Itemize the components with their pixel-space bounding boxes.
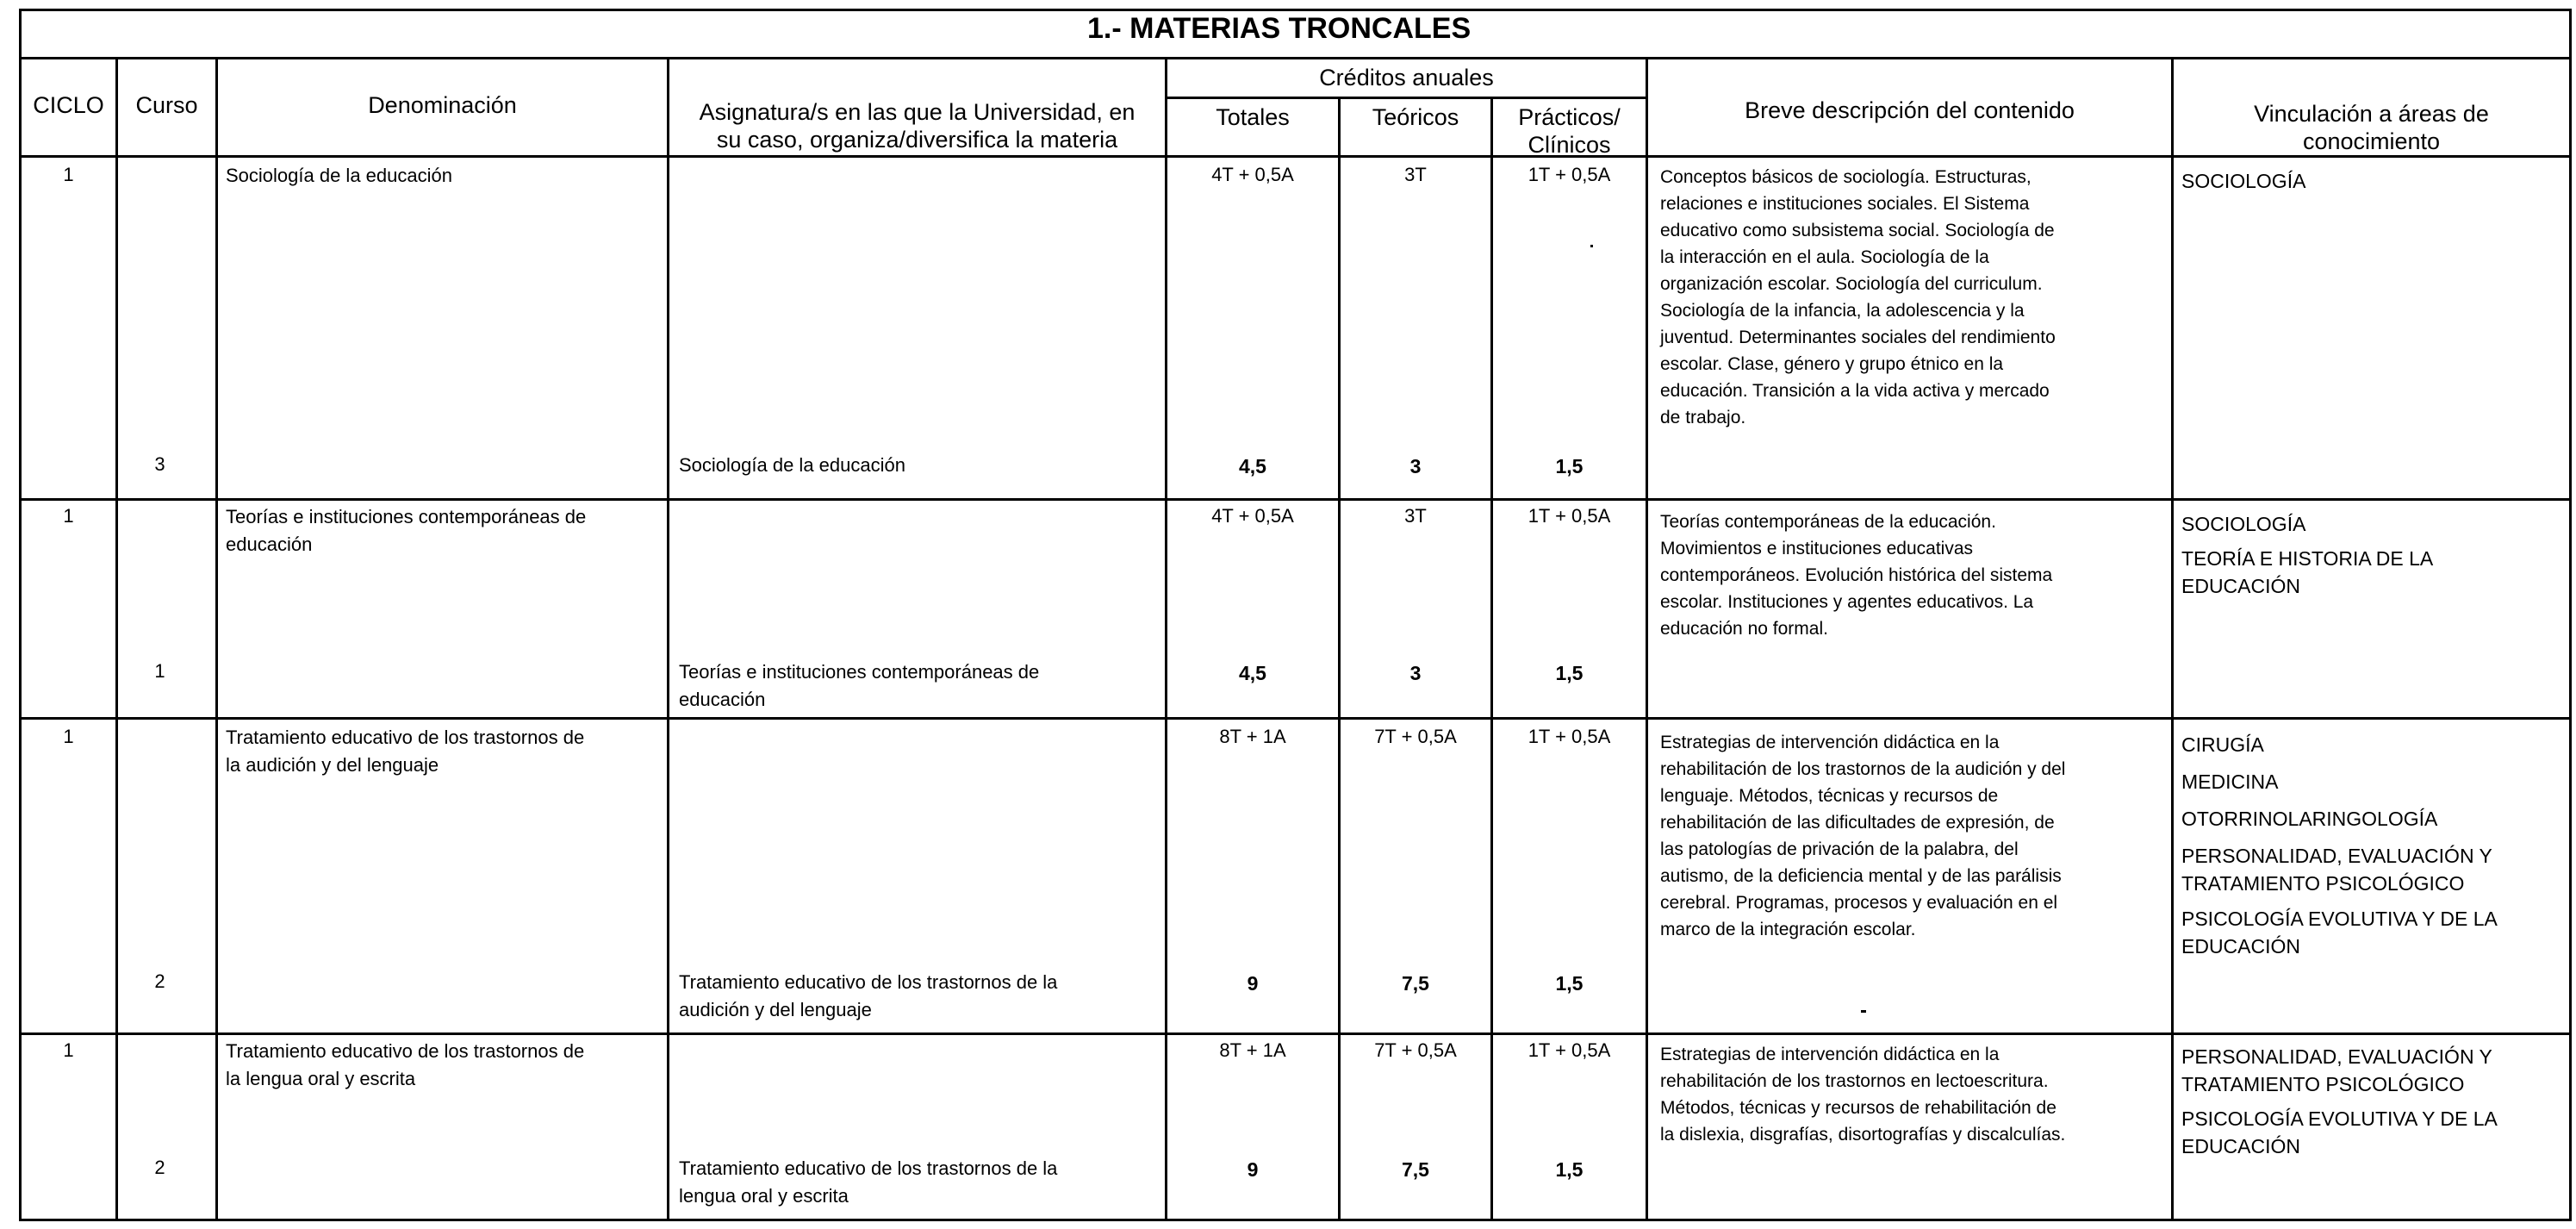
header-totales: Totales: [1216, 104, 1290, 130]
row-curso: 2: [154, 1157, 165, 1178]
header-descripcion: Breve descripción del contenido: [1745, 97, 2075, 123]
row-asig-practicos: 1,5: [1555, 662, 1584, 684]
row-totales: 8T + 1A: [1219, 1039, 1286, 1061]
row-area: MEDICINA: [2181, 770, 2279, 793]
row-denominacion: Tratamiento educativo de los trastornos de la audición y del lenguaje: [226, 727, 585, 776]
row-area: TEORÍA E HISTORIA DE LA EDUCACIÓN: [2181, 547, 2434, 597]
header-teoricos: Teóricos: [1372, 104, 1459, 130]
col-divider-curso: [215, 57, 218, 1219]
row-area: OTORRINOLARINGOLOGÍA: [2181, 808, 2438, 830]
row-asig-totales: 4,5: [1239, 455, 1266, 477]
row-descripcion: Conceptos básicos de sociología. Estructuras, relaciones e instituciones sociales. El Sistema educativo como subsistema social. Sociología de la interacción en el aula. Sociología de la organización escolar. Sociología del curriculum. Sociología de la infancia, la adolescencia y la juventud. Determinantes sociales del rendimiento escolar. Clase, género y grupo étnico en la educación. Transición a la vida activa y mercado de trabajo.: [1660, 167, 2056, 427]
col-divider-descripcion: [2171, 57, 2174, 1219]
row-asignatura: Teorías e instituciones contemporáneas de educación: [679, 661, 1040, 710]
row-area: PSICOLOGÍA EVOLUTIVA Y DE LA EDUCACIÓN: [2181, 1107, 2498, 1157]
col-divider-denominacion: [667, 57, 669, 1219]
row-asig-teoricos: 3: [1409, 455, 1422, 477]
header-practicos: Prácticos/ Clínicos: [1518, 104, 1621, 158]
scan-speck: [1861, 1010, 1866, 1013]
row-denominacion: Sociología de la educación: [226, 165, 452, 186]
row-divider-3: [19, 1032, 2572, 1035]
row-asignatura: Tratamiento educativo de los trastornos de la audición y del lenguaje: [679, 971, 1058, 1020]
col-divider-ciclo: [115, 57, 118, 1219]
row-area: SOCIOLOGÍA: [2181, 513, 2306, 535]
row-teoricos: 7T + 0,5A: [1374, 1039, 1457, 1061]
row-divider-2: [19, 717, 2572, 720]
row-ciclo: 1: [63, 164, 74, 185]
row-area: PERSONALIDAD, EVALUACIÓN Y TRATAMIENTO PSICOLÓGICO: [2181, 845, 2492, 895]
row-totales: 4T + 0,5A: [1211, 164, 1294, 185]
row-totales: 8T + 1A: [1219, 726, 1286, 747]
row-descripcion: Teorías contemporáneas de la educación. Movimientos e instituciones educativas contemporáneos. Evolución histórica del sistema escolar. Instituciones y agentes educativos. La educación no formal.: [1660, 512, 2053, 639]
row-denominacion: Tratamiento educativo de los trastornos de la lengua oral y escrita: [226, 1040, 585, 1089]
row-descripcion: Estrategias de intervención didáctica en la rehabilitación de los trastornos en lectoescritura. Métodos, técnicas y recursos de rehabilitación de la dislexia, disgrafías, disortografías y discalculías.: [1660, 1045, 2066, 1145]
creditos-divider: [1165, 97, 1646, 99]
header-ciclo: CICLO: [33, 92, 104, 118]
header-divider: [19, 155, 2572, 158]
row-asig-practicos: 1,5: [1555, 972, 1584, 995]
row-curso: 3: [154, 453, 165, 475]
row-asig-totales: 9: [1247, 1158, 1259, 1181]
row-area: CIRUGÍA: [2181, 733, 2264, 756]
row-teoricos: 7T + 0,5A: [1374, 726, 1457, 747]
header-vinculacion: Vinculación a áreas de conocimiento: [2254, 101, 2489, 154]
row-area: SOCIOLOGÍA: [2181, 170, 2306, 192]
row-curso: 1: [154, 660, 165, 682]
row-asig-teoricos: 7,5: [1402, 1158, 1429, 1181]
row-asig-practicos: 1,5: [1555, 1158, 1584, 1181]
row-asig-totales: 4,5: [1239, 662, 1266, 684]
row-asig-practicos: 1,5: [1555, 455, 1584, 477]
row-asig-totales: 9: [1247, 972, 1259, 995]
row-asig-teoricos: 7,5: [1402, 972, 1429, 995]
header-asignatura: Asignatura/s en las que la Universidad, en su caso, organiza/diversifica la materia: [699, 99, 1136, 153]
row-ciclo: 1: [63, 505, 74, 527]
row-curso: 2: [154, 970, 165, 992]
row-asignatura: Sociología de la educación: [679, 454, 905, 476]
row-totales: 4T + 0,5A: [1211, 505, 1294, 527]
row-area: PERSONALIDAD, EVALUACIÓN Y TRATAMIENTO PSICOLÓGICO: [2181, 1045, 2492, 1095]
scan-speck: [1590, 245, 1593, 247]
row-teoricos: 3T: [1404, 164, 1427, 185]
row-practicos: 1T + 0,5A: [1528, 726, 1611, 747]
row-ciclo: 1: [63, 1039, 74, 1061]
header-curso: Curso: [135, 92, 198, 118]
table-border-right: [2569, 9, 2572, 1221]
row-asig-teoricos: 3: [1409, 662, 1422, 684]
page-title: 1.- MATERIAS TRONCALES: [1087, 12, 1472, 45]
title-divider: [19, 57, 2572, 59]
row-denominacion: Teorías e instituciones contemporáneas de educación: [226, 506, 587, 555]
row-asignatura: Tratamiento educativo de los trastornos de la lengua oral y escrita: [679, 1157, 1058, 1207]
col-divider-practicos: [1646, 57, 1648, 1219]
table-border-top: [19, 9, 2572, 11]
row-descripcion: Estrategias de intervención didáctica en la rehabilitación de los trastornos de la audición y del lenguaje. Métodos, técnicas y recursos de rehabilitación de las dificultades de expresión, de las patologías de privación de la palabra, del autismo, de la deficiencia mental y de las parálisis cerebral. Programas, procesos y evaluación en el marco de la integración escolar.: [1660, 733, 2066, 939]
header-creditos-anuales: Créditos anuales: [1319, 65, 1494, 90]
row-teoricos: 3T: [1404, 505, 1427, 527]
row-divider-1: [19, 498, 2572, 501]
table-border-bottom: [19, 1219, 2572, 1221]
row-area: PSICOLOGÍA EVOLUTIVA Y DE LA EDUCACIÓN: [2181, 908, 2498, 958]
row-practicos: 1T + 0,5A: [1528, 1039, 1611, 1061]
row-ciclo: 1: [63, 726, 74, 747]
row-practicos: 1T + 0,5A: [1528, 164, 1611, 185]
header-denominacion: Denominación: [368, 92, 517, 118]
row-practicos: 1T + 0,5A: [1528, 505, 1611, 527]
